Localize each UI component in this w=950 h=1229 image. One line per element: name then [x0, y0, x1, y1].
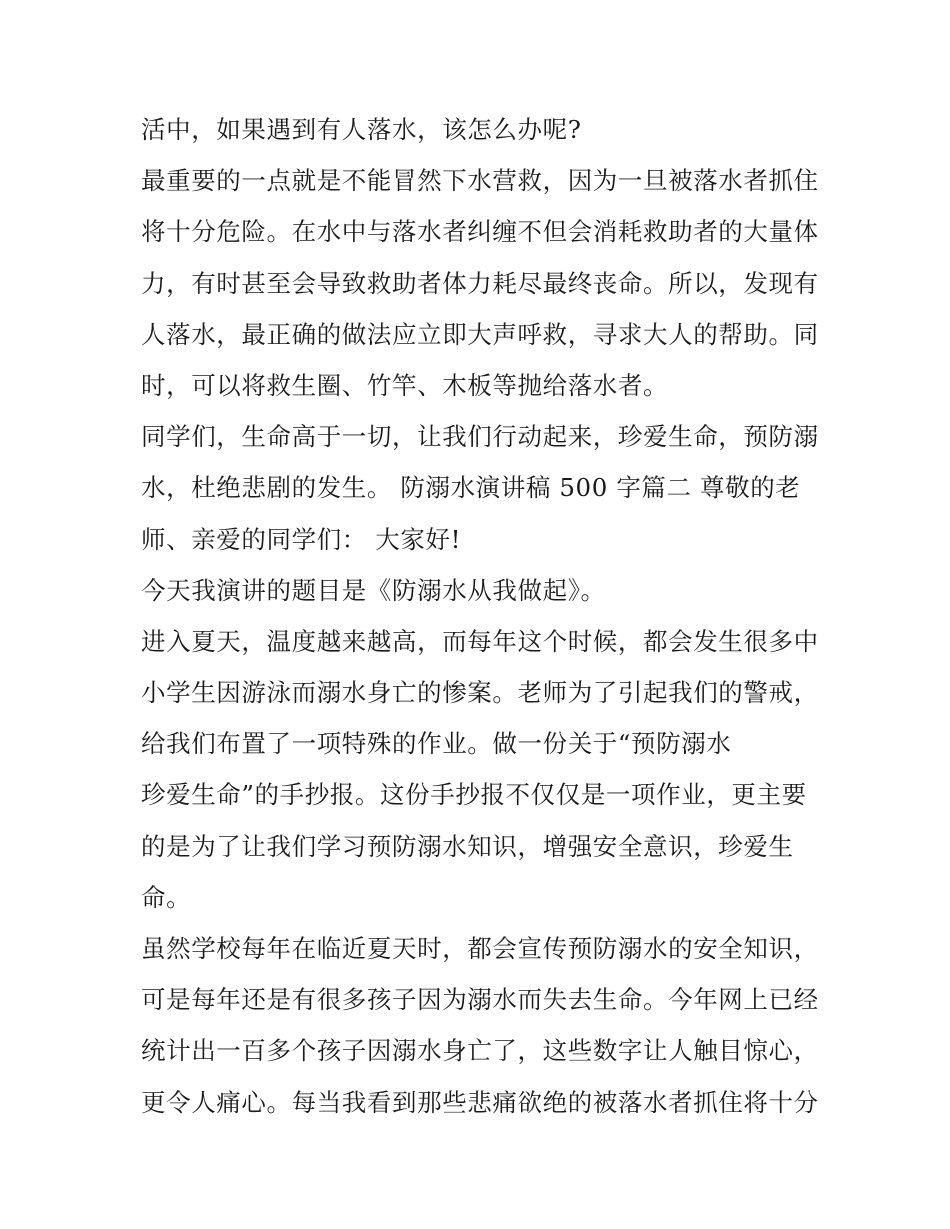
text-line-9: 师、亲爱的同学们： 大家好! [141, 524, 462, 554]
text-line-8: 水，杜绝悲剧的发生。 防溺水演讲稿 500 字篇二 尊敬的老 [141, 473, 801, 503]
text-line-16: 命。 [141, 882, 192, 912]
text-line-7: 同学们，生命高于一切，让我们行动起来，珍爱生命，预防溺 [141, 422, 819, 452]
text-line-6: 时，可以将救生圈、竹竿、木板等抛给落水者。 [141, 370, 669, 400]
text-line-19: 统计出一百多个孩子因溺水身亡了，这些数字让人触目惊心， [141, 1036, 819, 1066]
text-line-12: 小学生因游泳而溺水身亡的惨案。老师为了引起我们的警戒， [141, 678, 819, 708]
body-text [141, 104, 831, 1128]
text-line-10: 今天我演讲的题目是《防溺水从我做起》。 [141, 575, 606, 605]
text-line-17: 虽然学校每年在临近夏天时，都会宣传预防溺水的安全知识， [141, 934, 819, 963]
text-line-18: 可是每年还是有很多孩子因为溺水而失去生命。今年网上已经 [141, 985, 819, 1015]
text-line-1: 活中，如果遇到有人落水，该怎么办呢? [141, 115, 582, 144]
text-line-5: 人落水，最正确的做法应立即大声呼救，寻求大人的帮助。同 [141, 319, 819, 349]
text-line-14: 珍爱生命”的手抄报。这份手抄报不仅仅是一项作业，更主要 [141, 780, 807, 810]
text-line-2: 最重要的一点就是不能冒然下水营救，因为一旦被落水者抓住 [141, 166, 819, 196]
text-line-3: 将十分危险。在水中与落水者纠缠不但会消耗救助者的大量体 [141, 217, 819, 247]
text-line-20: 更令人痛心。每当我看到那些悲痛欲绝的被落水者抓住将十分 [141, 1087, 819, 1117]
text-line-15: 的是为了让我们学习预防溺水知识，增强安全意识，珍爱生 [141, 831, 794, 861]
text-line-4: 力，有时甚至会导致救助者体力耗尽最终丧命。所以，发现有 [141, 268, 819, 298]
text-line-11: 进入夏天，温度越来越高，而每年这个时候，都会发生很多中 [141, 626, 819, 656]
text-line-13: 给我们布置了一项特殊的作业。做一份关于“预防溺水 [141, 729, 732, 759]
